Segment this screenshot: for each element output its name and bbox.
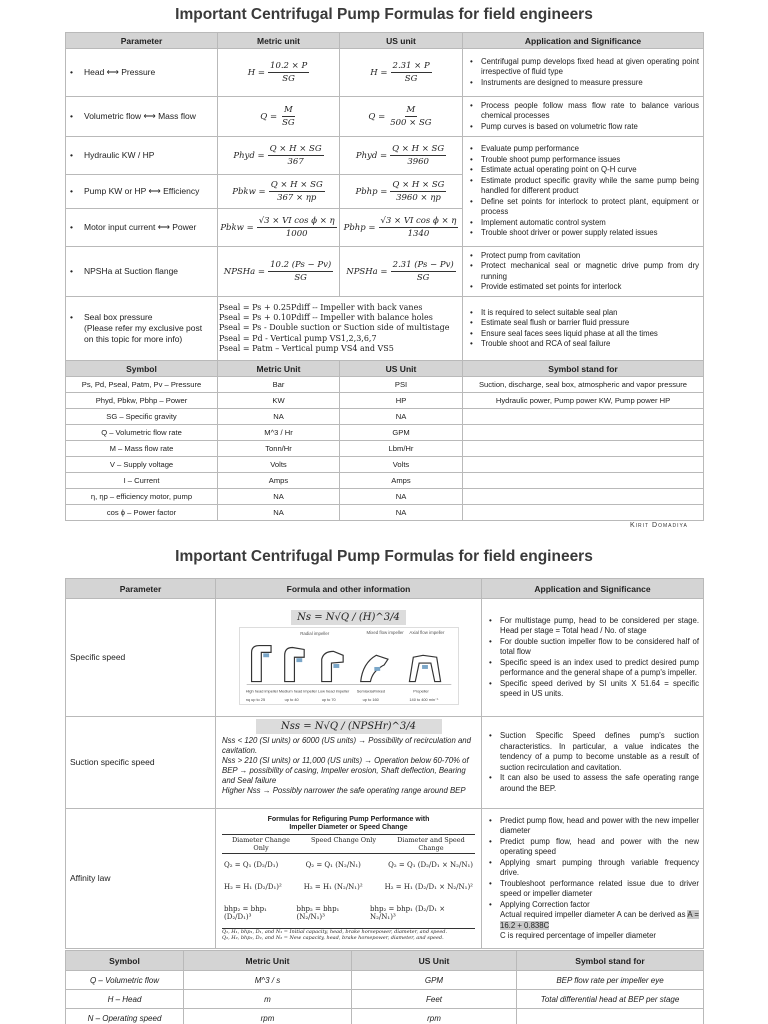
img-label: up to 40 <box>284 697 299 703</box>
list-item: • Applying smart pumping through variable frequency drive. <box>486 858 699 879</box>
formula-num: √3 × VI cos ϕ × η <box>258 216 335 226</box>
formula-lhs: Phyd = <box>355 151 388 161</box>
list-item-text: Applying Correction factor <box>500 899 590 909</box>
metric-unit-cell: Volts <box>218 457 340 473</box>
header-symbol: Symbol <box>66 951 184 971</box>
list-item: • Troubleshoot performance related issue due to driver speed or impeller diameter <box>486 879 699 900</box>
list-item-text: C is required percentage of impeller diameter <box>500 931 657 940</box>
list-item: • Specific speed derived by SI units X 51.64 = specific speed in US units. <box>486 679 699 700</box>
param-label: Pump KW or HP ⟷ Efficiency <box>84 186 200 196</box>
list-item: • Estimate seal flush or barrier fluid pressure <box>467 318 699 329</box>
formula-num: M <box>406 105 416 115</box>
header-stand-for: Symbol stand for <box>517 951 704 971</box>
symbol-cell: H – Head <box>66 990 184 1009</box>
symbol-cell: Ps, Pd, Pseal, Patm, Pv – Pressure <box>66 377 218 393</box>
header-metric-unit: Metric Unit <box>218 361 340 377</box>
metric-unit-cell: Amps <box>218 473 340 489</box>
highlighted-formula: A = 16.2 + 0.838C <box>500 910 699 930</box>
affinity-formula: H₂ = H₁ (D₂/D₁)² <box>224 883 282 891</box>
img-label: 140 to 400 min⁻¹ <box>408 697 438 703</box>
param-label: Motor input current ⟷ Power <box>84 222 197 232</box>
affinity-footnote: Q₂, H₂, bhp₂, D₂, and N₂ = New capacity, head, brake horsepower, diameter, and speed. <box>222 935 444 941</box>
us-unit-cell: Amps <box>340 473 463 489</box>
img-label: Low head impeller <box>317 688 349 694</box>
table-row <box>66 425 704 441</box>
us-unit-cell: PSI <box>340 377 463 393</box>
formula-num: Q × H × SG <box>392 180 445 190</box>
us-formula <box>340 137 463 175</box>
list-item: • It is required to select suitable seal plan <box>467 308 699 319</box>
list-item <box>486 900 699 942</box>
formula-den: SG <box>416 273 430 283</box>
param-cell: • Volumetric flow ⟷ Mass flow <box>66 97 218 137</box>
formula-lhs: NPSHa = <box>346 267 388 277</box>
formula-lhs: H = <box>247 68 266 78</box>
formula-table-bottom <box>65 578 704 949</box>
affinity-col-header: Speed Change Only <box>310 836 377 844</box>
symbol-cell: I – Current <box>66 473 218 489</box>
us-formula <box>340 247 463 297</box>
param-cell: Specific speed <box>66 599 216 717</box>
metric-unit-cell: M^3 / s <box>184 971 352 990</box>
formula-den: SG <box>294 273 307 283</box>
img-label: nq up to 25 <box>245 697 265 703</box>
table-row <box>66 505 704 521</box>
img-label: Medium head impeller <box>278 688 317 694</box>
note-line: Higher Nss → Possibly narrower the safe operating range around BEP <box>222 786 466 795</box>
us-formula <box>340 209 463 247</box>
metric-formula <box>218 97 340 137</box>
list-item: • For multistage pump, head to be considered per stage. Head per stage = Total head / No. of stage <box>486 616 699 637</box>
us-unit-cell: Lbm/Hr <box>340 441 463 457</box>
seal-formulas <box>218 297 463 361</box>
metric-formula <box>218 209 340 247</box>
list-item-text: Actual required impeller diameter A can be derived as <box>500 910 686 919</box>
img-label: up to 160 <box>362 697 379 703</box>
list-item: • It can also be used to assess the safe operating range around the BEP. <box>486 773 699 794</box>
formula-num: Q × H × SG <box>392 144 445 154</box>
us-unit-cell: NA <box>340 409 463 425</box>
metric-unit-cell: rpm <box>184 1009 352 1024</box>
metric-unit-cell: Tonn/Hr <box>218 441 340 457</box>
list-item: • Estimate product specific gravity while the same pump being handled for different product <box>467 176 699 197</box>
affinity-col-header: Diameter Change Only <box>231 836 291 852</box>
list-item: • Pump curves is based on volumetric flow rate <box>467 122 699 133</box>
table-row <box>66 1009 704 1024</box>
header-symbol: Symbol <box>66 361 218 377</box>
metric-formula <box>218 247 340 297</box>
img-label: Axial flow impeller <box>408 629 444 635</box>
formula-num: Q × H × SG <box>270 180 323 190</box>
affinity-footnote: Q₁, H₁, bhp₁, D₁, and N₁ = Initial capacity, head, brake horsepower, diameter, and speed. <box>222 929 448 935</box>
metric-unit-cell: M^3 / Hr <box>218 425 340 441</box>
img-label: Propeller <box>412 688 429 694</box>
affinity-formula: Q₂ = Q₁ (D₂/D₁ × N₂/N₁) <box>388 861 473 869</box>
symbol-cell: SG – Specific gravity <box>66 409 218 425</box>
param-cell: • NPSHa at Suction flange <box>66 247 218 297</box>
list-item: • Ensure seal faces sees liquid phase at all the times <box>467 329 699 340</box>
param-label: NPSHa at Suction flange <box>84 266 179 276</box>
us-unit-cell: GPM <box>352 971 517 990</box>
header-us: US unit <box>340 33 463 49</box>
header-us-unit: US Unit <box>352 951 517 971</box>
formula-lhs: Pbhp = <box>343 223 376 233</box>
stand-for-cell <box>517 1009 704 1024</box>
stand-for-cell <box>463 441 704 457</box>
table-header-row <box>66 33 704 49</box>
header-application: Application and Significance <box>482 579 704 599</box>
affinity-formula: bhp₂ = bhp₁ (D₂/D₁ × N₂/N₁)³ <box>370 905 446 921</box>
us-formula <box>340 175 463 209</box>
header-stand-for: Symbol stand for <box>463 361 704 377</box>
img-label: Mixed flow impeller <box>366 629 404 635</box>
list-item: • For double suction impeller flow to be considered half of total flow <box>486 637 699 658</box>
table-header-row <box>66 361 704 377</box>
metric-formula <box>218 175 340 209</box>
formula-lhs: H = <box>370 68 388 78</box>
formula-den: 3960 × ηp <box>396 193 441 203</box>
stand-for-cell <box>463 473 704 489</box>
param-cell: • Motor input current ⟷ Power <box>66 209 218 247</box>
param-cell: • Head ⟷ Pressure <box>66 49 218 97</box>
header-us-unit: US Unit <box>340 361 463 377</box>
table-header-row <box>66 579 704 599</box>
header-metric-unit: Metric Unit <box>184 951 352 971</box>
us-formula <box>340 97 463 137</box>
metric-unit-cell: KW <box>218 393 340 409</box>
metric-unit-cell: m <box>184 990 352 1009</box>
list-item: • Instruments are designed to measure pressure <box>467 78 699 89</box>
formula-lhs: Pbhp = <box>355 187 388 197</box>
formula-cell <box>216 717 482 809</box>
table-row <box>66 393 704 409</box>
symbol-cell: N – Operating speed <box>66 1009 184 1024</box>
param-note: on this topic for more info) <box>84 334 183 344</box>
application-cell <box>482 717 704 809</box>
table-row <box>66 97 704 137</box>
affinity-col-header: Diameter and Speed Change <box>397 836 465 852</box>
formula-num: 2.31 × P <box>392 61 430 71</box>
header-parameter: Parameter <box>66 33 218 49</box>
list-item: • Evaluate pump performance <box>467 144 699 155</box>
application-cell <box>482 599 704 717</box>
param-label: Head ⟷ Pressure <box>84 67 156 77</box>
formula-num: 2.31 (Ps − Pv) <box>392 260 454 270</box>
img-label: Radial impeller <box>299 630 329 636</box>
param-cell: Affinity law <box>66 809 216 949</box>
table-row <box>66 457 704 473</box>
us-formula <box>340 49 463 97</box>
seal-formula-line: Pseal = Patm – Vertical pump VS4 and VS5 <box>219 343 394 353</box>
list-item: • Estimate actual operating point on Q-H curve <box>467 165 699 176</box>
note-line: Nss > 210 (SI units) or 11,000 (US units) → Operation below 60-70% of BEP → possibility of casing, Impeller erosion, Shaft deflection, Bearing and Seal failure <box>222 756 469 785</box>
metric-unit-cell: NA <box>218 409 340 425</box>
img-label: Semiaxial/mixed <box>356 688 385 694</box>
formula-den: 3960 <box>407 157 429 167</box>
table-row <box>66 409 704 425</box>
param-cell: Suction specific speed <box>66 717 216 809</box>
img-label: High head impeller <box>245 688 278 694</box>
formula-lhs: Pbkw = <box>232 187 266 197</box>
param-label: Seal box pressure <box>84 312 153 322</box>
list-item: • Protect mechanical seal or magnetic drive pump from dry running <box>467 261 699 282</box>
note-line: Nss < 120 (SI units) or 6000 (US units) → Possibility of recirculation and cavitation. <box>222 736 471 755</box>
table-row <box>66 489 704 505</box>
list-item: • Centrifugal pump develops fixed head at given operating point irrespective of fluid type <box>467 57 699 78</box>
symbol-table-bottom <box>65 950 704 1024</box>
param-note: (Please refer my exclusive post <box>84 323 203 333</box>
suction-notes <box>216 734 481 798</box>
formula-den: SG <box>282 74 295 84</box>
stand-for-cell <box>463 457 704 473</box>
param-label: Hydraulic KW / HP <box>84 150 155 160</box>
page-title-bottom: Important Centrifugal Pump Formulas for field engineers <box>175 548 593 565</box>
formula-den: 500 × SG <box>390 118 432 128</box>
table-row <box>66 473 704 489</box>
header-formula: Formula and other information <box>216 579 482 599</box>
formula-lhs: Q = <box>260 112 278 122</box>
affinity-formula: Q₂ = Q₁ (N₂/N₁) <box>305 861 361 869</box>
us-unit-cell: GPM <box>340 425 463 441</box>
stand-for-cell <box>463 409 704 425</box>
stand-for-cell: Hydraulic power, Pump power KW, Pump power HP <box>463 393 704 409</box>
us-unit-cell: Volts <box>340 457 463 473</box>
us-unit-cell: NA <box>340 489 463 505</box>
formula-num: M <box>284 105 293 115</box>
formula-lhs: Pbkw = <box>220 223 254 233</box>
table-row <box>66 990 704 1009</box>
application-cell <box>463 247 704 297</box>
formula-lhs: Phyd = <box>233 151 265 161</box>
metric-unit-cell: NA <box>218 489 340 505</box>
application-cell <box>463 137 704 247</box>
header-metric: Metric unit <box>218 33 340 49</box>
stand-for-cell: BEP flow rate per impeller eye <box>517 971 704 990</box>
list-item: • Trouble shoot pump performance issues <box>467 155 699 166</box>
table-row <box>66 441 704 457</box>
affinity-formula: Q₂ = Q₁ (D₂/D₁) <box>224 861 279 869</box>
param-label: Volumetric flow ⟷ Mass flow <box>84 111 196 121</box>
list-item: • Predict pump flow, head and power with the new operating speed <box>486 837 699 858</box>
formula-den: 367 × ηp <box>277 193 317 203</box>
list-item: • Define set points for interlock to protect plant, equipment or process <box>467 197 699 218</box>
symbol-table-top <box>65 360 704 521</box>
stand-for-cell <box>463 489 704 505</box>
formula-den: 1000 <box>285 229 308 239</box>
symbol-cell: cos ϕ – Power factor <box>66 505 218 521</box>
list-item: • Trouble shoot and RCA of seal failure <box>467 339 699 350</box>
stand-for-cell <box>463 505 704 521</box>
metric-unit-cell: NA <box>218 505 340 521</box>
header-parameter: Parameter <box>66 579 216 599</box>
metric-formula <box>218 137 340 175</box>
list-item: • Provide estimated set points for interlock <box>467 282 699 293</box>
us-unit-cell: HP <box>340 393 463 409</box>
list-item: • Specific speed is an index used to predict desired pump performance and the general shape of a pump's impeller. <box>486 658 699 679</box>
param-cell: • Hydraulic KW / HP <box>66 137 218 175</box>
specific-speed-formula: Ns = N√Q / (H)^3/4 <box>291 610 406 625</box>
list-item: • Protect pump from cavitation <box>467 251 699 262</box>
formula-cell <box>216 809 482 949</box>
symbol-cell: η, ηp – efficiency motor, pump <box>66 489 218 505</box>
stand-for-cell: Suction, discharge, seal box, atmospheric and vapor pressure <box>463 377 704 393</box>
symbol-cell: Phyd, Pbkw, Pbhp – Power <box>66 393 218 409</box>
table-row <box>66 377 704 393</box>
seal-formula-line: Pseal = Ps + 0.25Pdiff -- Impeller with back vanes <box>219 302 423 312</box>
affinity-formula: H₂ = H₁ (N₂/N₁)² <box>303 883 363 891</box>
table-row <box>66 297 704 361</box>
affinity-image-title: Formulas for Refiguring Pump Performance with Impeller Diameter or Speed Change <box>267 816 430 831</box>
application-cell <box>463 297 704 361</box>
list-item: • Trouble shoot driver or power supply related issues <box>467 228 699 239</box>
seal-formula-line: Pseal = Ps + 0.10Pdiff -- Impeller with balance holes <box>219 313 433 323</box>
formula-num: 10.2 × P <box>270 61 308 71</box>
stand-for-cell: Total differential head at BEP per stage <box>517 990 704 1009</box>
affinity-formula: bhp₂ = bhp₁ (N₂/N₁)³ <box>296 905 340 921</box>
application-cell <box>463 49 704 97</box>
affinity-formula: bhp₂ = bhp₁ (D₂/D₁)³ <box>224 905 267 921</box>
author-credit: Kirit Domadiya <box>630 522 688 529</box>
table-row <box>66 717 704 809</box>
list-item: • Implement automatic control system <box>467 218 699 229</box>
symbol-cell: Q – Volumetric flow rate <box>66 425 218 441</box>
list-item: • Predict pump flow, head and power with the new impeller diameter <box>486 816 699 837</box>
us-unit-cell: Feet <box>352 990 517 1009</box>
symbol-cell: V – Supply voltage <box>66 457 218 473</box>
img-label: up to 70 <box>321 697 336 703</box>
formula-cell <box>216 599 482 717</box>
formula-lhs: NPSHa = <box>223 267 266 277</box>
formula-lhs: Q = <box>368 112 386 122</box>
table-row <box>66 49 704 97</box>
formula-den: 1340 <box>407 229 430 239</box>
seal-formula-line: Pseal = Pd - Vertical pump VS1,2,3,6,7 <box>219 333 377 343</box>
list-item: • Suction Specific Speed defines pump's suction characteristics. In particular, a value indicates the tendency of a pump to become unstable as a result of suction recirculation and cavitation. <box>486 731 699 773</box>
formula-table-top <box>65 32 704 361</box>
formula-den: SG <box>282 118 295 128</box>
param-cell: • Pump KW or HP ⟷ Efficiency <box>66 175 218 209</box>
affinity-formula: H₂ = H₁ (D₂/D₁ × N₂/N₁)² <box>384 883 473 891</box>
application-cell <box>482 809 704 949</box>
suction-speed-formula: Nss = N√Q / (NPSHr)^3/4 <box>256 719 442 734</box>
formula-num: 10.2 (Ps − Pv) <box>270 260 332 270</box>
header-application: Application and Significance <box>463 33 704 49</box>
symbol-cell: M – Mass flow rate <box>66 441 218 457</box>
us-unit-cell: NA <box>340 505 463 521</box>
table-row <box>66 809 704 949</box>
application-cell <box>463 97 704 137</box>
table-row <box>66 247 704 297</box>
formula-den: 367 <box>287 157 304 167</box>
seal-formula-line: Pseal = Ps - Double suction or Suction side of multistage <box>219 323 450 333</box>
us-unit-cell: rpm <box>352 1009 517 1024</box>
list-item: • Process people follow mass flow rate to balance various chemical processes <box>467 101 699 122</box>
page-title-top: Important Centrifugal Pump Formulas for field engineers <box>175 6 593 23</box>
table-header-row <box>66 951 704 971</box>
table-row <box>66 971 704 990</box>
param-cell: • Seal box pressure (Please refer my exclusive post on this topic for more info) <box>66 297 218 361</box>
table-row <box>66 599 704 717</box>
table-row <box>66 137 704 175</box>
formula-den: SG <box>404 74 418 84</box>
formula-num: √3 × VI cos ϕ × η <box>380 216 457 226</box>
impeller-types-icon <box>239 627 459 705</box>
formula-num: Q × H × SG <box>269 144 322 154</box>
stand-for-cell <box>463 425 704 441</box>
metric-formula <box>218 49 340 97</box>
metric-unit-cell: Bar <box>218 377 340 393</box>
symbol-cell: Q – Volumetric flow <box>66 971 184 990</box>
